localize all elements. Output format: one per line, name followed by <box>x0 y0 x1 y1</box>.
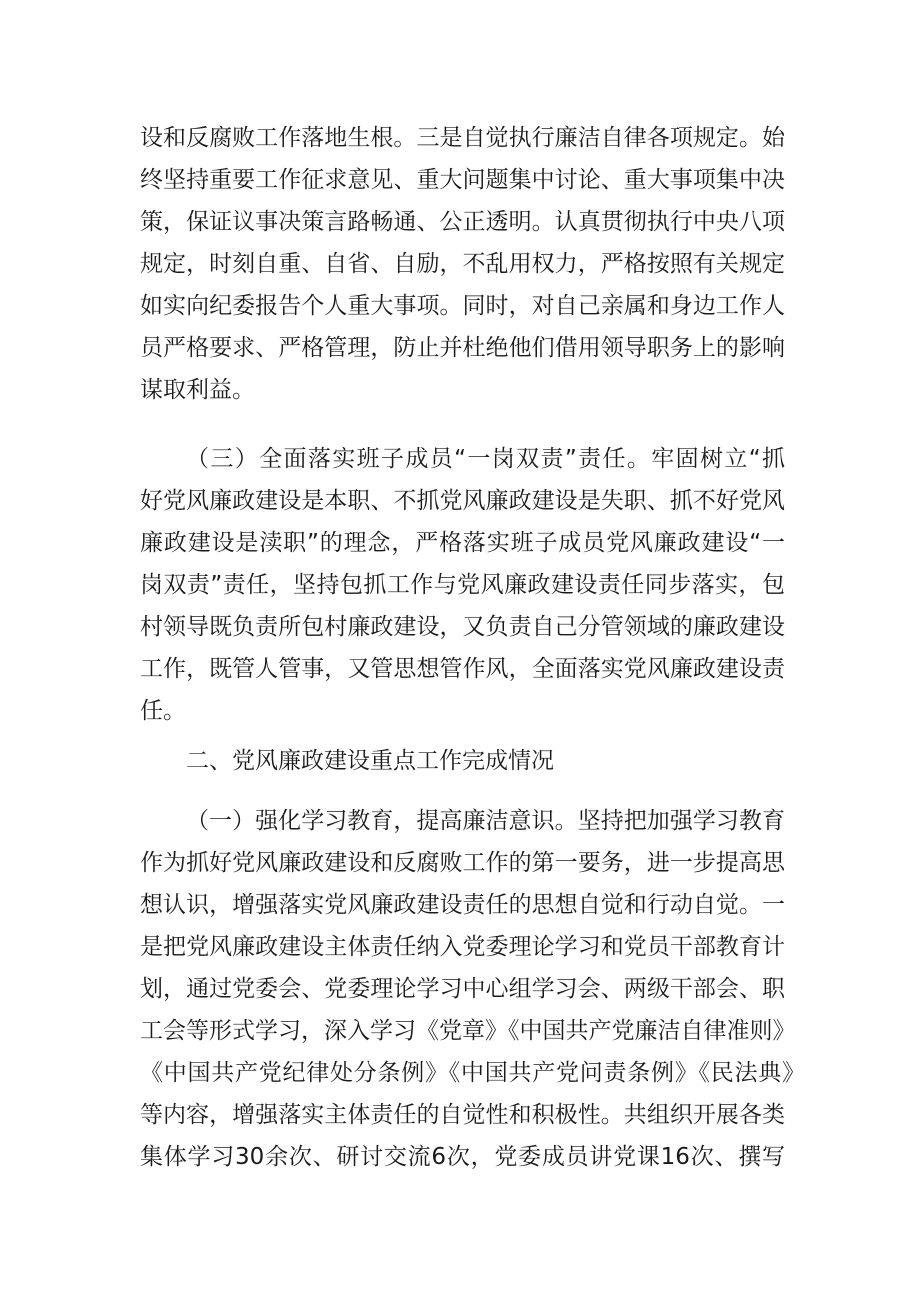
paragraph-2-line-5: 村领导既负责所包村廉政建设，又负责自己分管领域的廉政建设 <box>140 614 785 640</box>
paragraph-3-line-1: （一）强化学习教育，提高廉洁意识。坚持把加强学习教育 <box>186 808 785 834</box>
paragraph-2-line-2: 好党风廉政建设是本职、不抓党风廉政建设是失职、抓不好党风 <box>140 488 785 514</box>
paragraph-1-line-2: 终坚持重要工作征求意见、重大问题集中讨论、重大事项集中决 <box>140 167 785 193</box>
paragraph-3-line-9: 集体学习30余次、研讨交流6次，党委成员讲党课16次、撰写 <box>140 1144 785 1170</box>
paragraph-2-line-4: 岗双责”责任，坚持包抓工作与党风廉政建设责任同步落实，包 <box>140 572 785 598</box>
paragraph-2-line-1: （三）全面落实班子成员“一岗双责”责任。牢固树立“抓 <box>186 446 785 472</box>
paragraph-3-line-5: 划，通过党委会、党委理论学习中心组学习会、两级干部会、职 <box>140 976 785 1002</box>
paragraph-1-line-3: 策，保证议事决策言路畅通、公正透明。认真贯彻执行中央八项 <box>140 209 785 235</box>
paragraph-2-line-3: 廉政建设是渎职”的理念，严格落实班子成员党风廉政建设“一 <box>140 530 785 556</box>
paragraph-3-line-3: 想认识，增强落实党风廉政建设责任的思想自觉和行动自觉。一 <box>140 892 785 918</box>
paragraph-1-line-6: 员严格要求、严格管理，防止并杜绝他们借用领导职务上的影响 <box>140 335 785 361</box>
paragraph-2-line-7: 任。 <box>140 698 186 724</box>
paragraph-3-line-4: 是把党风廉政建设主体责任纳入党委理论学习和党员干部教育计 <box>140 934 785 960</box>
section-heading: 二、党风廉政建设重点工作完成情况 <box>186 748 554 774</box>
paragraph-3-line-7: 《中国共产党纪律处分条例》《中国共产党问责条例》《民法典》 <box>140 1060 805 1086</box>
paragraph-2-line-6: 工作，既管人管事，又管思想管作风，全面落实党风廉政建设责 <box>140 656 785 682</box>
paragraph-1-line-4: 规定，时刻自重、自省、自励，不乱用权力，严格按照有关规定 <box>140 251 785 277</box>
paragraph-1-line-5: 如实向纪委报告个人重大事项。同时，对自己亲属和身边工作人 <box>140 293 785 319</box>
paragraph-3-line-6: 工会等形式学习，深入学习《党章》《中国共产党廉洁自律准则》 <box>140 1018 796 1044</box>
paragraph-3-line-8: 等内容，增强落实主体责任的自觉性和积极性。共组织开展各类 <box>140 1102 785 1128</box>
paragraph-1-line-7: 谋取利益。 <box>140 377 255 403</box>
paragraph-1-line-1: 设和反腐败工作落地生根。三是自觉执行廉洁自律各项规定。始 <box>140 125 785 151</box>
paragraph-3-line-2: 作为抓好党风廉政建设和反腐败工作的第一要务，进一步提高思 <box>140 850 785 876</box>
